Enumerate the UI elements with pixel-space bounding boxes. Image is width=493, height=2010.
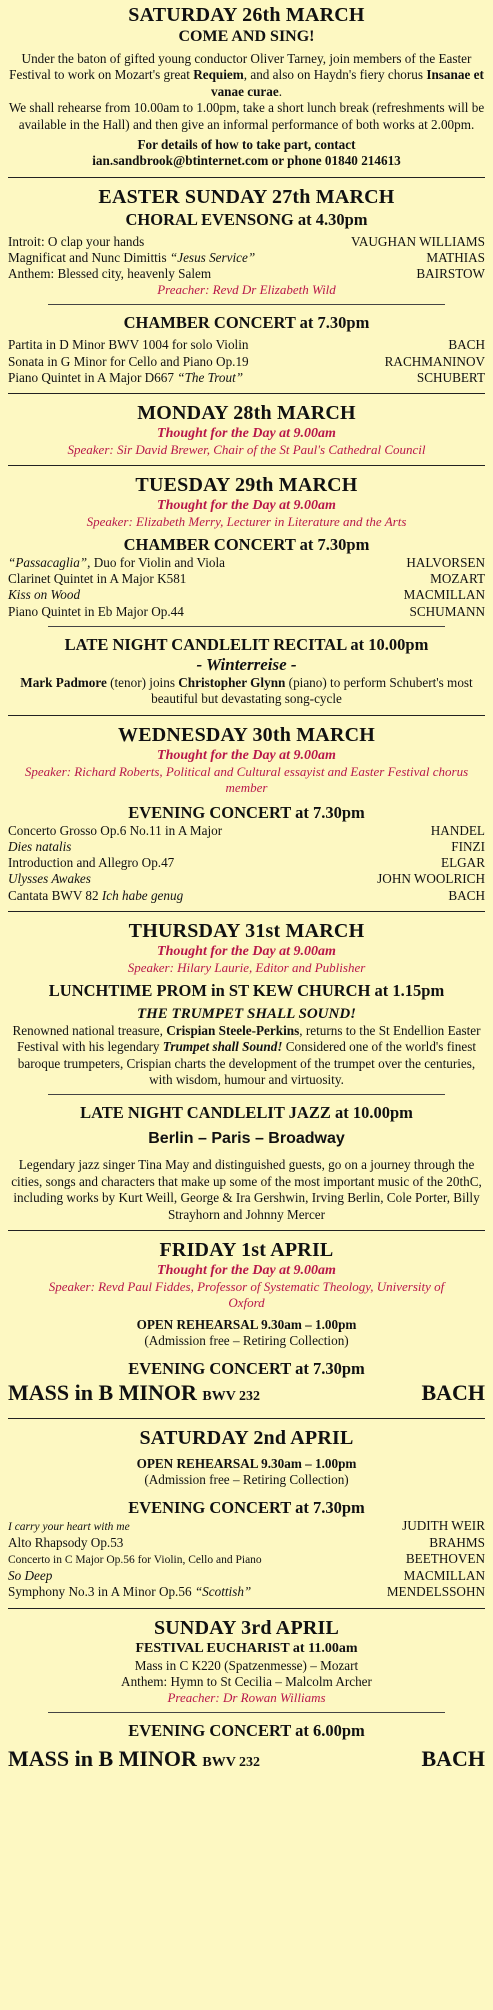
event-heading: CHORAL EVENSONG at 4.30pm — [125, 209, 368, 229]
day-title: MONDAY 28th MARCH — [137, 402, 356, 425]
programme-item: Clarinet Quintet in A Major K581 MOZART — [8, 571, 485, 587]
divider — [8, 393, 485, 394]
recital-title: - Winterreise - — [196, 654, 297, 674]
day-title: FRIDAY 1st APRIL — [159, 1238, 334, 1261]
day-title: SATURDAY 26th MARCH — [128, 4, 365, 26]
anthem: Anthem: Hymn to St Cecilia – Malcolm Archer — [121, 1674, 372, 1689]
programme-item: Magnificat and Nunc Dimittis “Jesus Service” MATHIAS — [8, 250, 485, 266]
day-sun-27 — [8, 186, 485, 386]
day-title: THURSDAY 31st MARCH — [128, 919, 365, 942]
mass-line: MASS in B MINOR BWV 232 BACH — [8, 1379, 485, 1405]
admission-note: (Admission free – Retiring Collection) — [144, 1472, 349, 1488]
programme-item: “Passacaglia”, Duo for Violin and Viola HALVORSEN — [8, 555, 485, 571]
jazz-title: Berlin – Paris – Broadway — [148, 1130, 345, 1148]
day-sun-3 — [8, 1617, 485, 1778]
contact-line: For details of how to take part, contact — [137, 137, 356, 153]
thought-line: Thought for the Day at 9.00am — [157, 943, 336, 959]
event-heading: COME AND SING! — [178, 28, 315, 45]
preacher-line: Preacher: Revd Dr Elizabeth Wild — [157, 282, 336, 298]
programme-item: Ulysses Awakes JOHN WOOLRICH — [8, 871, 485, 887]
event-heading: CHAMBER CONCERT at 7.30pm — [123, 313, 370, 333]
divider — [48, 1712, 445, 1713]
speaker-line: Speaker: Richard Roberts, Political and Cultural essayist and Easter Festival chorus member — [24, 763, 469, 795]
day-wed-30 — [8, 724, 485, 904]
thought-line: Thought for the Day at 9.00am — [157, 498, 336, 514]
thought-line: Thought for the Day at 9.00am — [157, 426, 336, 442]
thought-line: Thought for the Day at 9.00am — [157, 1262, 336, 1278]
day-sat-2 — [8, 1427, 485, 1601]
day-sat-26 — [8, 4, 485, 170]
day-title: EASTER SUNDAY 27th MARCH — [98, 185, 395, 208]
programme-item: Sonata in G Minor for Cello and Piano Op.19 RACHMANINOV — [8, 353, 485, 369]
programme-item: Concerto Grosso Op.6 No.11 in A Major HANDEL — [8, 822, 485, 838]
divider — [8, 1418, 485, 1419]
event-heading: LUNCHTIME PROM in ST KEW CHURCH at 1.15pm — [48, 980, 445, 1000]
programme-item: Alto Rhapsody Op.53 BRAHMS — [8, 1534, 485, 1550]
event-description: Legendary jazz singer Tina May and distinguished guests, go on a journey through the cities, songs and characters that make up some of the most important music of the 20thC, including works by Kurt Weill, George & Ira Gershwin, Irving Berlin, Cole Porter, Billy Strayhorn and Johnny Mercer — [11, 1157, 482, 1222]
event-heading: EVENING CONCERT at 6.00pm — [128, 1721, 365, 1741]
speaker-line: Speaker: Hilary Laurie, Editor and Publisher — [127, 959, 366, 975]
event-heading: CHAMBER CONCERT at 7.30pm — [123, 535, 370, 555]
programme-item: Symphony No.3 in A Minor Op.56 “Scottish” MENDELSSOHN — [8, 1584, 485, 1600]
divider — [8, 177, 485, 178]
day-thu-31 — [8, 920, 485, 1223]
day-title: SUNDAY 3rd APRIL — [153, 1616, 340, 1639]
event-heading: OPEN REHEARSAL 9.30am – 1.00pm — [136, 1316, 357, 1332]
divider — [8, 465, 485, 466]
day-title: WEDNESDAY 30th MARCH — [118, 723, 375, 746]
event-heading: LATE NIGHT CANDLELIT JAZZ at 10.00pm — [80, 1103, 413, 1123]
prom-title: THE TRUMPET SHALL SOUND! — [136, 1005, 357, 1022]
day-title: TUESDAY 29th MARCH — [135, 474, 358, 497]
mass-setting: Mass in C K220 (Spatzenmesse) – Mozart — [134, 1657, 359, 1673]
day-mon-28 — [8, 402, 485, 458]
programme-item: Introduction and Allegro Op.47 ELGAR — [8, 855, 485, 871]
event-heading: OPEN REHEARSAL 9.30am – 1.00pm — [136, 1455, 357, 1471]
divider — [48, 626, 445, 627]
programme-item: Partita in D Minor BWV 1004 for solo Violin BACH — [8, 337, 485, 353]
preacher-line: Preacher: Dr Rowan Williams — [167, 1690, 326, 1706]
event-heading: EVENING CONCERT at 7.30pm — [128, 1358, 365, 1378]
day-tue-29 — [8, 474, 485, 708]
event-heading: LATE NIGHT CANDLELIT RECITAL at 10.00pm — [64, 634, 429, 654]
programme-item: Cantata BWV 82 Ich habe genug BACH — [8, 887, 485, 903]
thought-line: Thought for the Day at 9.00am — [157, 747, 336, 763]
speaker-line: Speaker: Sir David Brewer, Chair of the St Paul's Cathedral Council — [67, 442, 426, 458]
event-heading: EVENING CONCERT at 7.30pm — [128, 1497, 365, 1517]
divider — [8, 911, 485, 912]
event-description: Renowned national treasure, Crispian Steele-Perkins, returns to the St Endellion Easter Festival with his legendary Trumpet shall Sound! Considered one of the world's finest baroque trumpeters, Crispian charts the development of the trumpet over the centuries, with wisdom, humour and virtuosity. — [12, 1022, 481, 1087]
divider — [48, 304, 445, 305]
divider — [8, 715, 485, 716]
programme-item: Piano Quintet in Eb Major Op.44 SCHUMANN — [8, 603, 485, 619]
event-heading: FESTIVAL EUCHARIST at 11.00am — [135, 1640, 358, 1656]
day-fri-1 — [8, 1239, 485, 1411]
programme-item: Piano Quintet in A Major D667 “The Trout” SCHUBERT — [8, 369, 485, 385]
event-description: Under the baton of gifted young conductor Oliver Tarney, join members of the Easter Festival to work on Mozart's great Requiem, and also on Haydn's fiery chorus Insanae et vanae curae. — [9, 51, 484, 99]
event-description: Mark Padmore (tenor) joins Christopher Glynn (piano) to perform Schubert's most beautiful but devastating song-cycle — [20, 674, 473, 707]
divider — [48, 1094, 445, 1095]
programme-item: Kiss on Wood MACMILLAN — [8, 587, 485, 603]
speaker-line: Speaker: Elizabeth Merry, Lecturer in Literature and the Arts — [86, 514, 407, 530]
contact-details: ian.sandbrook@btinternet.com or phone 01840 214613 — [92, 153, 401, 169]
programme-item: Dies natalis FINZI — [8, 838, 485, 854]
admission-note: (Admission free – Retiring Collection) — [144, 1333, 349, 1349]
programme-item: I carry your heart with me JUDITH WEIR — [8, 1517, 485, 1533]
speaker-line: Speaker: Revd Paul Fiddes, Professor of Systematic Theology, University of Oxford — [48, 1278, 445, 1310]
programme-item: So Deep MACMILLAN — [8, 1568, 485, 1584]
programme-item: Introit: O clap your hands VAUGHAN WILLIAMS — [8, 233, 485, 249]
divider — [8, 1608, 485, 1609]
event-schedule: We shall rehearse from 10.00am to 1.00pm, take a short lunch break (refreshments will be available in the Hall) and then give an informal performance of both works at 2.00pm. — [8, 100, 485, 132]
divider — [8, 1230, 485, 1231]
mass-line: MASS in B MINOR BWV 232 BACH — [8, 1746, 485, 1772]
programme-item: Concerto in C Major Op.56 for Violin, Cello and Piano BEETHOVEN — [8, 1550, 485, 1566]
event-heading: EVENING CONCERT at 7.30pm — [128, 802, 365, 822]
day-title: SATURDAY 2nd APRIL — [139, 1426, 354, 1449]
programme-item: Anthem: Blessed city, heavenly Salem BAIRSTOW — [8, 266, 485, 282]
